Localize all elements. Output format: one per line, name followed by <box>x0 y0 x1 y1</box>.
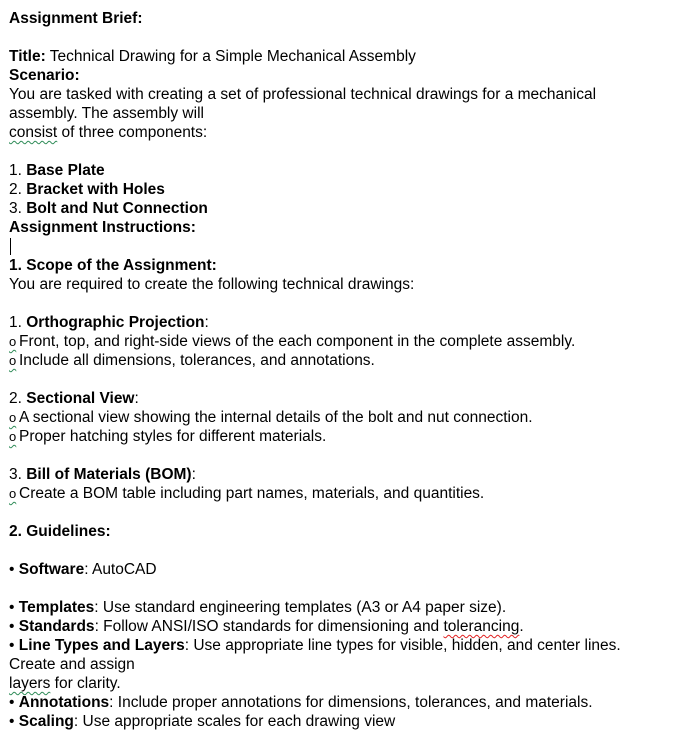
title-line <box>9 47 681 66</box>
guideline-templates <box>9 598 681 617</box>
bullet-dot-icon: • <box>9 694 15 711</box>
circle-bullet-icon: o <box>9 486 17 501</box>
guideline-text: : AutoCAD <box>84 561 157 578</box>
component-item <box>9 199 681 218</box>
bom-item-text: Create a BOM table including part names, materials, and quantities. <box>19 485 485 502</box>
title-text: Technical Drawing for a Simple Mechanical Assembly <box>45 48 416 65</box>
guideline-label: Standards <box>18 618 95 635</box>
component-name: Bolt and Nut Connection <box>26 200 208 217</box>
guideline-line-types-cont-1: Create and assign <box>9 656 135 673</box>
component-name: Base Plate <box>26 162 105 179</box>
blank-line <box>9 294 681 313</box>
section-colon: : <box>134 390 139 407</box>
component-number: 2. <box>9 181 27 198</box>
heading-line <box>9 9 681 28</box>
component-name: Bracket with Holes <box>26 181 165 198</box>
guideline-text: : Use appropriate scales for each drawing view <box>73 713 396 730</box>
ortho-title-line <box>9 313 681 332</box>
guideline-label: Annotations <box>18 694 110 711</box>
bullet-dot-icon: • <box>9 618 15 635</box>
section-item <box>9 408 681 427</box>
spellcheck-word-tolerancing[interactable]: tolerancing <box>443 618 520 635</box>
spellcheck-word-consist[interactable]: consist <box>9 124 58 141</box>
blank-line <box>9 579 681 598</box>
guideline-standards <box>9 617 681 636</box>
scenario-label-line <box>9 66 681 85</box>
guideline-label: Software <box>18 561 85 578</box>
scope-heading: 1. Scope of the Assignment: <box>9 257 217 274</box>
component-item <box>9 180 681 199</box>
guideline-scaling <box>9 712 681 731</box>
component-number: 3. <box>9 200 27 217</box>
bullet-dot-icon: • <box>9 637 15 654</box>
scenario-line-3-rest: of three components: <box>57 124 208 141</box>
component-number: 1. <box>9 162 27 179</box>
scenario-line-1: You are tasked with creating a set of professional technical drawings for a mechanical <box>9 86 597 103</box>
guideline-text-end: . <box>519 618 524 635</box>
guidelines-heading-line <box>9 522 681 541</box>
guideline-annotations <box>9 693 681 712</box>
assignment-instructions-heading: Assignment Instructions: <box>9 219 196 236</box>
guideline-line-types <box>9 636 681 655</box>
guideline-text: : Include proper annotations for dimensions, tolerances, and materials. <box>109 694 593 711</box>
bom-title-line <box>9 465 681 484</box>
blank-line <box>9 541 681 560</box>
title-label: Title: <box>9 48 46 65</box>
guideline-text: : Use standard engineering templates (A3 or A4 paper size). <box>94 599 507 616</box>
spellcheck-word-layers[interactable]: layers <box>9 675 51 692</box>
bom-colon: : <box>191 466 196 483</box>
section-item-text: Proper hatching styles for different materials. <box>19 428 327 445</box>
circle-bullet-icon: o <box>9 334 17 349</box>
bom-number: 3. <box>9 466 27 483</box>
guideline-text: : Follow ANSI/ISO standards for dimensioning and <box>94 618 444 635</box>
blank-line <box>9 142 681 161</box>
guideline-label: Line Types and Layers <box>18 637 185 654</box>
ortho-item-text: Include all dimensions, tolerances, and annotations. <box>19 352 375 369</box>
guideline-label: Scaling <box>18 713 74 730</box>
section-title: Sectional View <box>26 390 135 407</box>
section-item <box>9 427 681 446</box>
scenario-line-3 <box>9 123 681 142</box>
ortho-colon: : <box>204 314 209 331</box>
guidelines-heading: 2. Guidelines: <box>9 523 111 540</box>
blank-line <box>9 28 681 47</box>
instructions-heading-line <box>9 218 681 237</box>
scope-intro: You are required to create the following technical drawings: <box>9 276 415 293</box>
bullet-dot-icon: • <box>9 713 15 730</box>
guideline-label: Templates <box>18 599 95 616</box>
cursor-line[interactable] <box>9 237 681 256</box>
component-item <box>9 161 681 180</box>
blank-line <box>9 370 681 389</box>
guideline-software <box>9 560 681 579</box>
blank-line <box>9 446 681 465</box>
ortho-item <box>9 351 681 370</box>
section-number: 2. <box>9 390 27 407</box>
guideline-line-types-cont-2 <box>9 674 681 693</box>
ortho-title: Orthographic Projection <box>26 314 205 331</box>
bom-title: Bill of Materials (BOM) <box>26 466 192 483</box>
bullet-dot-icon: • <box>9 599 15 616</box>
document-body[interactable] <box>9 9 681 731</box>
guideline-text: for clarity. <box>50 675 121 692</box>
circle-bullet-icon: o <box>9 410 17 425</box>
scenario-line-2: assembly. The assembly will <box>9 105 204 122</box>
ortho-number: 1. <box>9 314 27 331</box>
bom-item <box>9 484 681 503</box>
section-item-text: A sectional view showing the internal details of the bolt and nut connection. <box>19 409 533 426</box>
circle-bullet-icon: o <box>9 429 17 444</box>
blank-line <box>9 503 681 522</box>
scope-heading-line <box>9 256 681 275</box>
text-cursor <box>10 238 11 255</box>
bullet-dot-icon: • <box>9 561 15 578</box>
assignment-brief-heading: Assignment Brief: <box>9 10 143 27</box>
guideline-text: : Use appropriate line types for visible, hidden, and center lines. <box>184 637 621 654</box>
scenario-label: Scenario: <box>9 67 80 84</box>
ortho-item <box>9 332 681 351</box>
section-title-line <box>9 389 681 408</box>
ortho-item-text: Front, top, and right-side views of the each component in the complete assembly. <box>19 333 576 350</box>
circle-bullet-icon: o <box>9 353 17 368</box>
